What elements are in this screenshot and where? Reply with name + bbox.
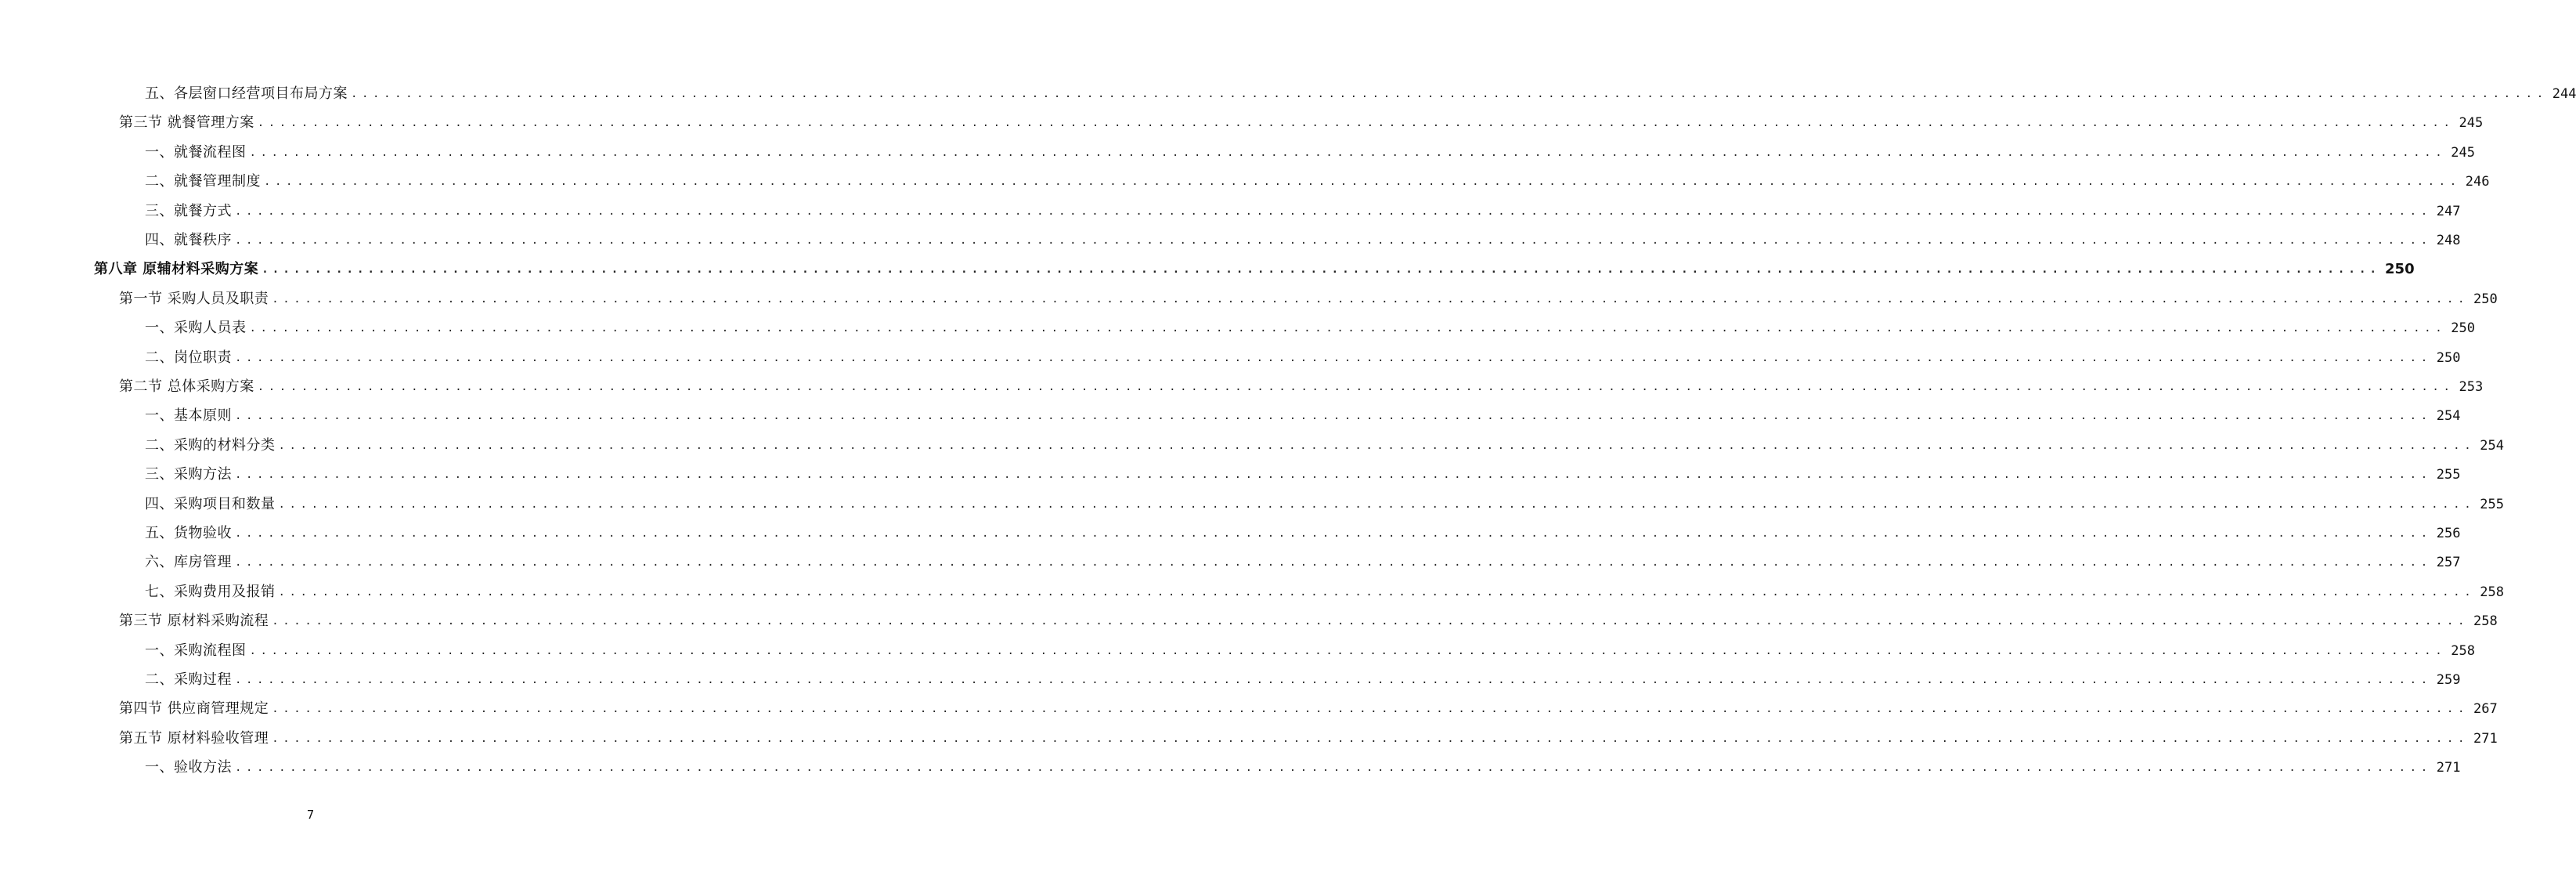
toc-entry-title: 第二节 总体采购方案 <box>119 378 254 395</box>
toc-leader-dots: ........................................................................................................................................................................................................ <box>235 410 2432 423</box>
toc-entry[interactable] <box>145 229 2461 252</box>
toc-leader-dots: ........................................................................................................................................................................................................ <box>235 674 2432 686</box>
toc-leader-dots: ........................................................................................................................................................................................................ <box>278 585 2476 599</box>
toc-entry[interactable] <box>145 200 2461 223</box>
toc-entry-title: 五、货物验收 <box>145 525 232 541</box>
toc-entry-page: 254 <box>2480 437 2504 454</box>
toc-entry[interactable] <box>145 404 2461 428</box>
toc-entry-title: 三、采购方法 <box>145 466 232 483</box>
toc-entry-title: 七、采购费用及报销 <box>145 583 276 600</box>
toc-entry-title: 第三节 原材料采购流程 <box>119 613 269 630</box>
toc-entry[interactable] <box>119 375 2484 399</box>
toc-entry-title: 第三节 就餐管理方案 <box>119 114 254 132</box>
toc-entry-title: 一、采购人员表 <box>145 320 247 337</box>
toc-leader-dots: ........................................................................................................................................................................................................ <box>278 439 2476 452</box>
toc-entry-page: 245 <box>2459 115 2484 132</box>
toc-entry-page: 246 <box>2465 174 2490 190</box>
toc-entry-page: 267 <box>2473 701 2498 718</box>
toc-entry-title: 三、就餐方式 <box>145 202 232 219</box>
toc-entry[interactable] <box>119 111 2484 135</box>
toc-leader-dots: ........................................................................................................................................................................................................ <box>264 175 2461 189</box>
toc-entry[interactable] <box>145 141 2475 165</box>
toc-leader-dots: ........................................................................................................................................................................................................ <box>262 263 2381 277</box>
toc-entry[interactable] <box>145 434 2504 458</box>
toc-leader-dots: ........................................................................................................................................................................................................ <box>249 322 2447 335</box>
toc-entry-page: 259 <box>2436 672 2461 688</box>
toc-leader-dots: ........................................................................................................................................................................................................ <box>257 117 2455 130</box>
toc-entry-title: 二、岗位职责 <box>145 349 232 366</box>
toc-entry-title: 第四节 供应商管理规定 <box>119 700 269 718</box>
toc-entry-page: 255 <box>2480 496 2504 512</box>
toc-entry-title: 一、基本原则 <box>145 407 232 425</box>
toc-entry-page: 254 <box>2436 408 2461 425</box>
toc-leader-dots: ........................................................................................................................................................................................................ <box>272 292 2469 306</box>
toc-entry-title: 四、采购项目和数量 <box>145 495 276 512</box>
toc-leader-dots: ........................................................................................................................................................................................................ <box>272 732 2469 745</box>
toc-entry-title: 第五节 原材料验收管理 <box>119 729 269 747</box>
toc-entry-page: 271 <box>2436 760 2461 776</box>
toc-leader-dots: ........................................................................................................................................................................................................ <box>235 351 2432 364</box>
toc-entry-page: 250 <box>2436 349 2461 366</box>
toc-entry-page: 247 <box>2436 203 2461 219</box>
toc-leader-dots: ........................................................................................................................................................................................................ <box>235 761 2432 775</box>
toc-entry-title: 一、就餐流程图 <box>145 143 247 161</box>
toc-entry-page: 248 <box>2436 233 2461 248</box>
toc-entry[interactable] <box>94 258 2415 281</box>
toc-leader-dots: ........................................................................................................................................................................................................ <box>257 381 2455 393</box>
toc-entry-page: 245 <box>2451 144 2475 161</box>
toc-entry-page: 253 <box>2459 379 2484 395</box>
toc-entry-page: 250 <box>2385 261 2415 278</box>
toc-entry[interactable] <box>119 610 2498 633</box>
toc-leader-dots: ........................................................................................................................................................................................................ <box>249 146 2447 159</box>
toc-entry[interactable] <box>119 288 2498 311</box>
toc-leader-dots: ........................................................................................................................................................................................................ <box>235 234 2432 247</box>
toc-entry[interactable] <box>145 522 2461 545</box>
toc-entry-page: 256 <box>2436 526 2461 541</box>
toc-entry-title: 一、采购流程图 <box>145 642 247 659</box>
toc-entry[interactable] <box>145 493 2504 516</box>
toc-leader-dots: ........................................................................................................................................................................................................ <box>249 644 2447 657</box>
toc-entry[interactable] <box>145 463 2461 487</box>
toc-entry[interactable] <box>145 170 2490 194</box>
toc-leader-dots: ........................................................................................................................................................................................................ <box>235 527 2432 540</box>
toc-leader-dots: ........................................................................................................................................................................................................ <box>351 88 2548 100</box>
toc-entry-page: 258 <box>2480 584 2504 600</box>
toc-entry[interactable] <box>145 756 2461 780</box>
toc-entry-title: 四、就餐秩序 <box>145 232 232 248</box>
toc-entry-page: 255 <box>2436 467 2461 483</box>
toc-leader-dots: ........................................................................................................................................................................................................ <box>235 468 2432 482</box>
toc-entry-title: 二、采购过程 <box>145 671 232 688</box>
toc-leader-dots: ........................................................................................................................................................................................................ <box>235 204 2432 218</box>
toc-entry-page: 271 <box>2473 730 2498 747</box>
toc-entry-page: 250 <box>2451 320 2475 337</box>
toc-entry-title: 二、采购的材料分类 <box>145 436 276 454</box>
toc-entry-title: 第八章 原辅材料采购方案 <box>94 261 259 278</box>
toc-leader-dots: ........................................................................................................................................................................................................ <box>272 703 2469 716</box>
toc-entry-page: 258 <box>2451 642 2475 659</box>
toc-entry-title: 第一节 采购人员及职责 <box>119 290 269 307</box>
toc-leader-dots: ........................................................................................................................................................................................................ <box>235 556 2432 570</box>
toc-entry-page: 244 <box>2552 86 2576 102</box>
toc-entry[interactable] <box>119 697 2498 721</box>
toc-entry[interactable] <box>145 82 2576 106</box>
toc-entry[interactable] <box>145 668 2461 692</box>
toc-entry-page: 258 <box>2473 613 2498 630</box>
toc-entry[interactable] <box>119 727 2498 751</box>
toc-entry-title: 五、各层窗口经营项目布局方案 <box>145 85 348 102</box>
toc-entry[interactable] <box>145 346 2461 370</box>
toc-leader-dots: ........................................................................................................................................................................................................ <box>278 497 2476 511</box>
toc-entry[interactable] <box>145 639 2475 663</box>
toc-entry-title: 一、验收方法 <box>145 759 232 776</box>
toc-entry-page: 257 <box>2436 555 2461 571</box>
page-number: 7 <box>306 808 315 822</box>
toc-entry[interactable] <box>145 551 2461 574</box>
toc-entry-title: 二、就餐管理制度 <box>145 173 261 190</box>
toc-entry-title: 六、库房管理 <box>145 554 232 571</box>
toc-entry[interactable] <box>145 317 2475 340</box>
toc-entry-page: 250 <box>2473 291 2498 307</box>
toc-leader-dots: ........................................................................................................................................................................................................ <box>272 615 2469 628</box>
toc-entry[interactable] <box>145 581 2504 604</box>
